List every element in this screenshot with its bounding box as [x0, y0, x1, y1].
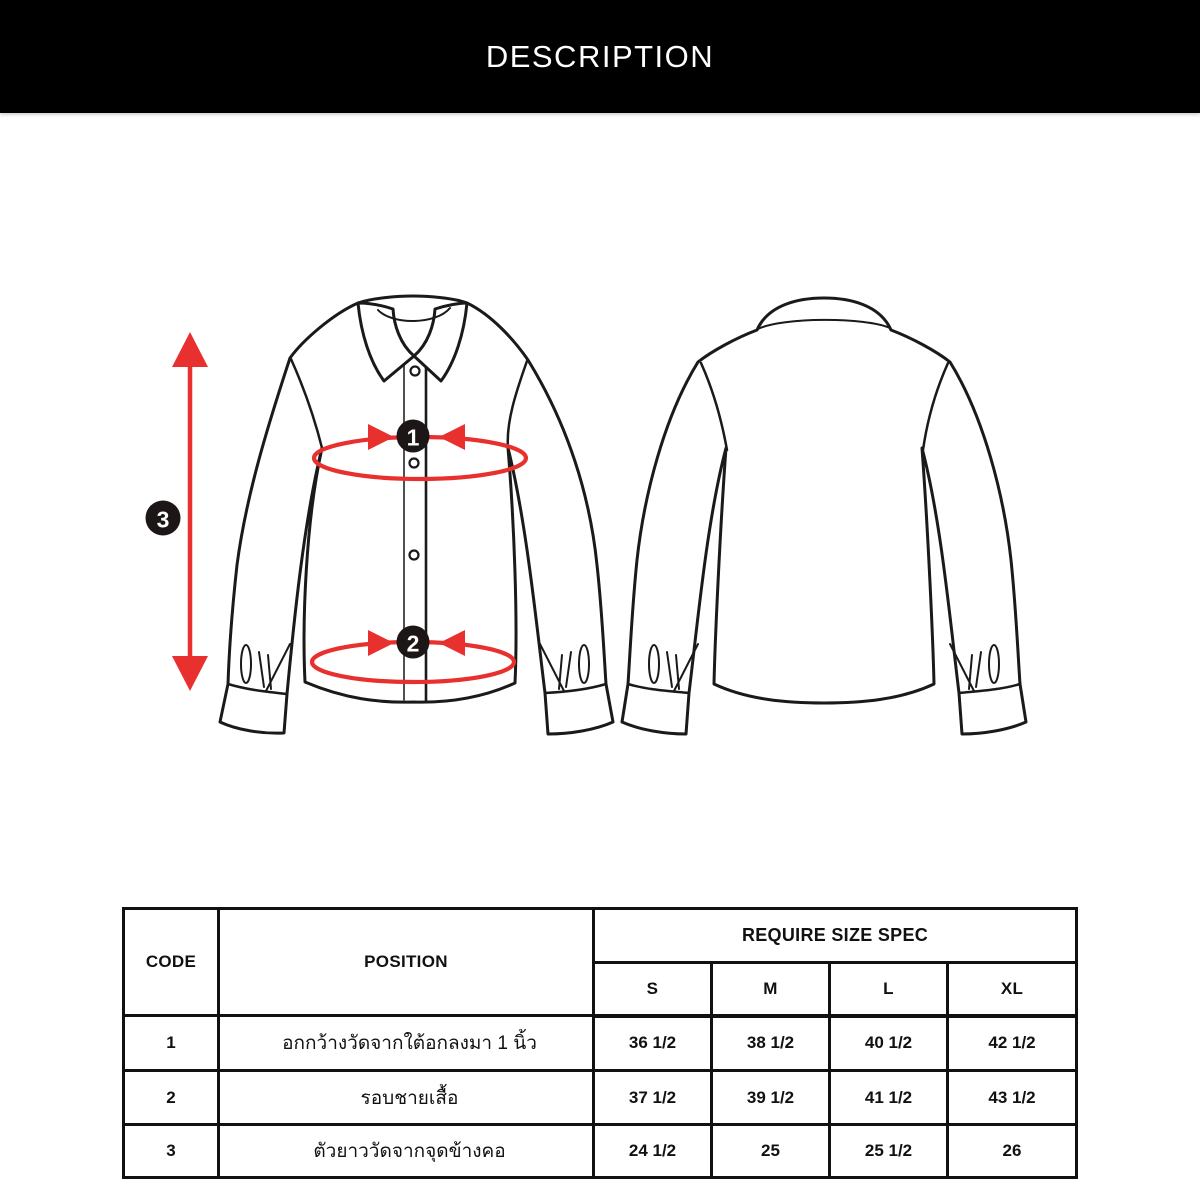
hem-badge — [397, 626, 430, 659]
size-s-cell: 24 1/2 — [594, 1125, 712, 1178]
code-column-header: CODE — [124, 909, 219, 1016]
page-title: DESCRIPTION — [485, 38, 715, 74]
size-xl-cell: 42 1/2 — [948, 1016, 1077, 1071]
size-header-l: L — [830, 963, 948, 1016]
size-header-m: M — [712, 963, 830, 1016]
code-cell: 1 — [124, 1016, 219, 1071]
badge-number: 2 — [406, 630, 420, 657]
position-cell: อกกว้างวัดจากใต้อกลงมา 1 นิ้ว — [219, 1016, 594, 1071]
button-icon — [411, 367, 420, 376]
size-xl-cell: 43 1/2 — [948, 1071, 1077, 1125]
length-badge — [146, 501, 181, 536]
button-icon — [410, 459, 419, 468]
code-cell: 2 — [124, 1071, 219, 1125]
size-s-cell: 36 1/2 — [594, 1016, 712, 1071]
chest-badge — [397, 420, 430, 453]
require-size-spec-header: REQUIRE SIZE SPEC — [594, 909, 1077, 963]
code-cell: 3 — [124, 1125, 219, 1178]
up-arrow-icon — [172, 332, 208, 367]
position-column-header: POSITION — [219, 909, 594, 1016]
size-m-cell: 39 1/2 — [712, 1071, 830, 1125]
size-m-cell: 38 1/2 — [712, 1016, 830, 1071]
position-cell: ตัวยาววัดจากจุดข้างคอ — [219, 1125, 594, 1178]
size-l-cell: 41 1/2 — [830, 1071, 948, 1125]
size-xl-cell: 26 — [948, 1125, 1077, 1178]
down-arrow-icon — [172, 656, 208, 691]
size-spec-table — [122, 907, 1078, 1179]
button-icon — [410, 551, 419, 560]
size-diagram — [120, 280, 1100, 760]
table-row — [124, 1071, 1077, 1125]
table-row — [124, 1016, 1077, 1071]
size-m-cell: 25 — [712, 1125, 830, 1178]
front-shirt-drawing — [220, 296, 613, 734]
size-l-cell: 40 1/2 — [830, 1016, 948, 1071]
size-s-cell: 37 1/2 — [594, 1071, 712, 1125]
badge-number: 1 — [406, 424, 420, 451]
size-l-cell: 25 1/2 — [830, 1125, 948, 1178]
back-shirt-drawing — [622, 298, 1026, 734]
size-header-s: S — [594, 963, 712, 1016]
header-bar — [0, 0, 1200, 113]
badge-number: 3 — [156, 506, 170, 533]
size-header-xl: XL — [948, 963, 1077, 1016]
table-row — [124, 1125, 1077, 1178]
position-cell: รอบชายเสื้อ — [219, 1071, 594, 1125]
